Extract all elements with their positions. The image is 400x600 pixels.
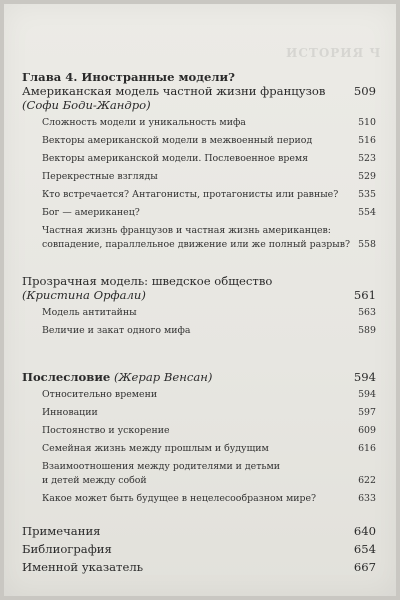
toc-entry-title: Библиография: [22, 542, 112, 556]
toc-entry-title: Постоянство и ускорение: [42, 425, 170, 436]
book-page: [4, 4, 396, 596]
toc-entry-sub: [22, 442, 376, 456]
toc-entry-page: 535: [358, 189, 376, 200]
toc-entry-title: (Софи Боди-Жандро): [22, 98, 151, 112]
toc-entry-title: Относительно времени: [42, 389, 158, 400]
toc-entry-page: 594: [358, 389, 376, 400]
toc-entry-title: Сложность модели и уникальность мифа: [42, 117, 246, 128]
toc-entry-chapter4: [22, 70, 376, 84]
toc-entry-page: 589: [358, 325, 376, 336]
toc-entry-sub: [22, 324, 376, 338]
toc-entry-author: [22, 98, 376, 112]
toc-entry-notes: [22, 524, 376, 538]
toc-entry-bibliography: [22, 542, 376, 556]
toc-entry-title: Модель антитайны: [42, 307, 137, 318]
toc-entry-page: 516: [358, 135, 376, 146]
toc-entry-sub: [22, 152, 376, 166]
toc-entry-sub: [22, 224, 376, 238]
toc-entry-title: Инновации: [42, 407, 98, 418]
toc-entry-title: Какое может быть будущее в нецелесообразном мире?: [42, 493, 317, 504]
toc-entry-page: 597: [358, 407, 376, 418]
toc-entry-sub: [22, 116, 376, 130]
toc-entry-page: 633: [358, 493, 376, 504]
toc-entry-sub: [22, 306, 376, 320]
toc-entry-sub: [22, 460, 376, 474]
toc-entry-title: Бог — американец?: [42, 207, 140, 218]
toc-entry-title: Глава 4. Иностранные модели?: [22, 70, 235, 84]
toc-entry-page: 667: [353, 560, 376, 574]
toc-entry-title: Семейная жизнь между прошлым и будущим: [42, 443, 269, 454]
toc-entry-title: Перекрестные взгляды: [42, 171, 158, 182]
toc-entry-page: 558: [358, 239, 376, 250]
toc-entry-page: 616: [358, 443, 376, 454]
toc-entry-title: и детей между собой: [42, 475, 147, 486]
toc-entry-sub: [22, 406, 376, 420]
toc-entry-page: 640: [353, 524, 376, 538]
toc-entry-sub: [22, 238, 376, 252]
toc-entry-page: 594: [353, 370, 376, 384]
toc-entry-sub: [22, 188, 376, 202]
table-of-contents: [22, 70, 376, 574]
toc-entry-sub: [22, 424, 376, 438]
toc-entry-sub: [22, 474, 376, 488]
toc-entry-title: (Кристина Орфали): [22, 288, 146, 302]
toc-entry-page: 529: [358, 171, 376, 182]
toc-entry-page: 563: [358, 307, 376, 318]
toc-entry-page: 510: [358, 117, 376, 128]
toc-entry-american-model: [22, 84, 376, 98]
toc-entry-page: 523: [358, 153, 376, 164]
toc-entry-title: Величие и закат одного мифа: [42, 325, 191, 336]
toc-entry-page: 609: [358, 425, 376, 436]
toc-entry-title: Векторы американской модели. Послевоенное время: [42, 153, 309, 164]
toc-entry-sub: [22, 206, 376, 220]
toc-entry-title: Прозрачная модель: шведское общество: [22, 274, 273, 288]
toc-entry-title: Взаимоотношения между родителями и детьми: [42, 461, 281, 472]
toc-entry-title: Кто встречается? Антагонисты, протагонисты или равные?: [42, 189, 339, 200]
bleed-through-text: ИСТОРИЯ Ч: [286, 46, 382, 60]
toc-entry-title: Частная жизнь французов и частная жизнь американцев:: [42, 225, 331, 236]
toc-entry-afterword: [22, 370, 376, 384]
toc-entry-page: 509: [353, 84, 376, 98]
toc-entry-title: Примечания: [22, 524, 101, 538]
toc-entry-title: совпадение, параллельное движение или же полный разрыв?: [42, 239, 351, 250]
toc-entry-sub: [22, 492, 376, 506]
toc-entry-sub: [22, 388, 376, 402]
toc-entry-index: [22, 560, 376, 574]
afterword-label: Послесловие: [22, 370, 111, 384]
toc-entry-title: Векторы американской модели в межвоенный период: [42, 135, 313, 146]
toc-entry-page: 622: [358, 475, 376, 486]
afterword-author: (Жерар Венсан): [110, 370, 213, 384]
toc-entry-swedish-model: [22, 274, 376, 288]
toc-entry-title: Американская модель частной жизни французов: [22, 84, 326, 98]
toc-entry-sub: [22, 170, 376, 184]
toc-entry-author: [22, 288, 376, 302]
toc-entry-sub: [22, 134, 376, 148]
toc-entry-page: 654: [353, 542, 376, 556]
toc-entry-title: [22, 370, 354, 384]
toc-entry-page: 561: [353, 288, 376, 302]
toc-entry-page: 554: [358, 207, 376, 218]
toc-entry-title: Именной указатель: [22, 560, 144, 574]
